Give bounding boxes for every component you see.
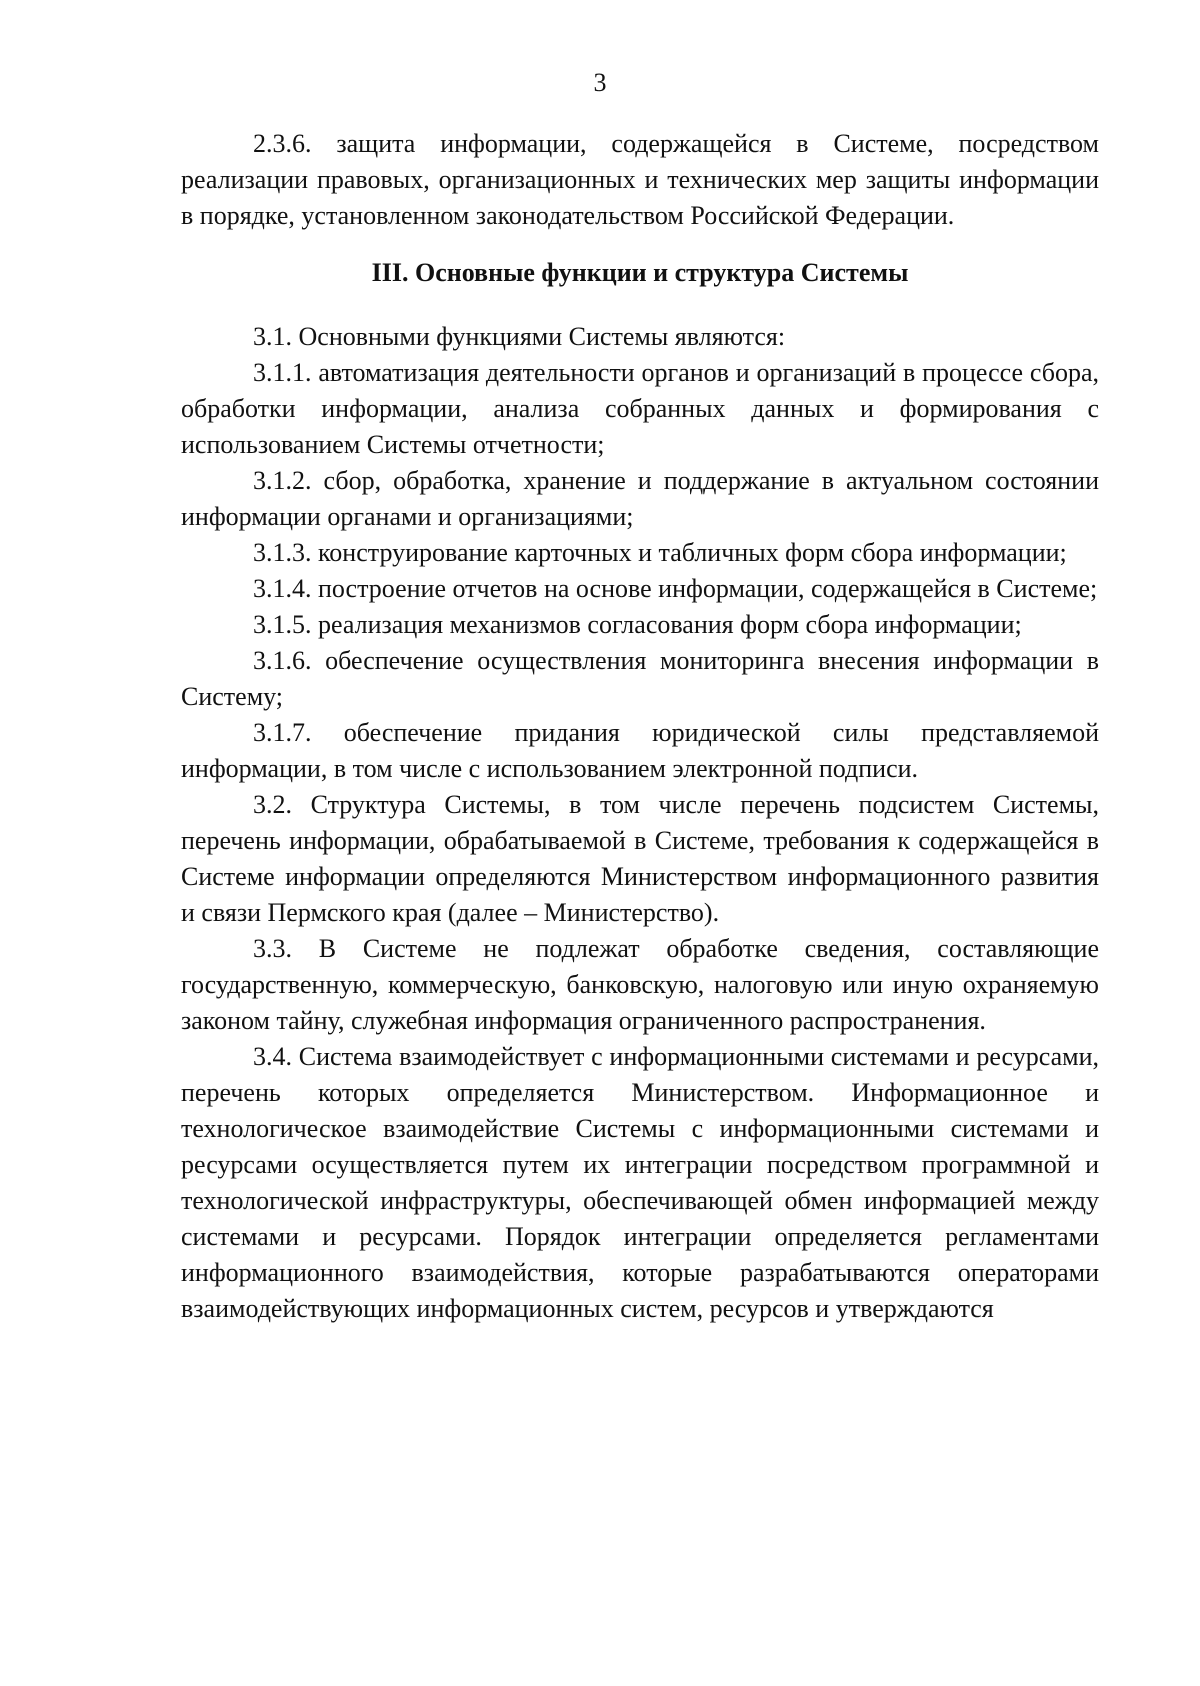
paragraph-3-1: 3.1. Основными функциями Системы являются: bbox=[253, 322, 786, 351]
paragraph-3-1-1: 3.1.1. автоматизация деятельности органов и организаций в процессе сбора, обработки информации, анализа собранных данных и формирования с использованием Системы отчетности; bbox=[181, 358, 1099, 459]
page-number: 3 bbox=[593, 68, 607, 97]
paragraph-3-1-4: 3.1.4. построение отчетов на основе информации, содержащейся в Системе; bbox=[253, 574, 1098, 603]
paragraph-3-1-6: 3.1.6. обеспечение осуществления мониторинга внесения информации в Систему; bbox=[181, 646, 1099, 711]
paragraph-2-3-6: 2.3.6. защита информации, содержащейся в Системе, посредством реализации правовых, организационных и технических мер защиты информации в порядке, установленном законодательством Российской Федерации. bbox=[181, 129, 1099, 230]
paragraph-3-1-2: 3.1.2. сбор, обработка, хранение и поддержание в актуальном состоянии информации органами и организациями; bbox=[181, 466, 1099, 531]
paragraph-3-2: 3.2. Структура Системы, в том числе перечень подсистем Системы, перечень информации, обрабатываемой в Системе, требования к содержащейся в Системе информации определяются Министерством информационного развития и связи Пермского края (далее – Министерство). bbox=[181, 790, 1099, 927]
paragraph-3-3: 3.3. В Системе не подлежат обработке сведения, составляющие государственную, коммерческую, банковскую, налоговую или иную охраняемую законом тайну, служебная информация ограниченного распространения. bbox=[181, 934, 1099, 1035]
paragraph-3-1-5: 3.1.5. реализация механизмов согласования форм сбора информации; bbox=[253, 610, 1022, 639]
paragraph-3-1-3: 3.1.3. конструирование карточных и табличных форм сбора информации; bbox=[253, 538, 1067, 567]
paragraph-3-1-7: 3.1.7. обеспечение придания юридической силы представляемой информации, в том числе с использованием электронной подписи. bbox=[181, 718, 1099, 783]
paragraph-3-4: 3.4. Система взаимодействует с информационными системами и ресурсами, перечень которых определяется Министерством. Информационное и технологическое взаимодействие Системы с информационными системами и ресурсами осуществляется путем их интеграции посредством программной и технологической инфраструктуры, обеспечивающей обмен информацией между системами и ресурсами. Порядок интеграции определяется регламентами информационного взаимодействия, которые разрабатываются операторами взаимодействующих информационных систем, ресурсов и утверждаются bbox=[181, 1042, 1099, 1323]
document-body bbox=[181, 126, 1099, 1327]
section-heading: III. Основные функции и структура Системы bbox=[371, 258, 909, 287]
